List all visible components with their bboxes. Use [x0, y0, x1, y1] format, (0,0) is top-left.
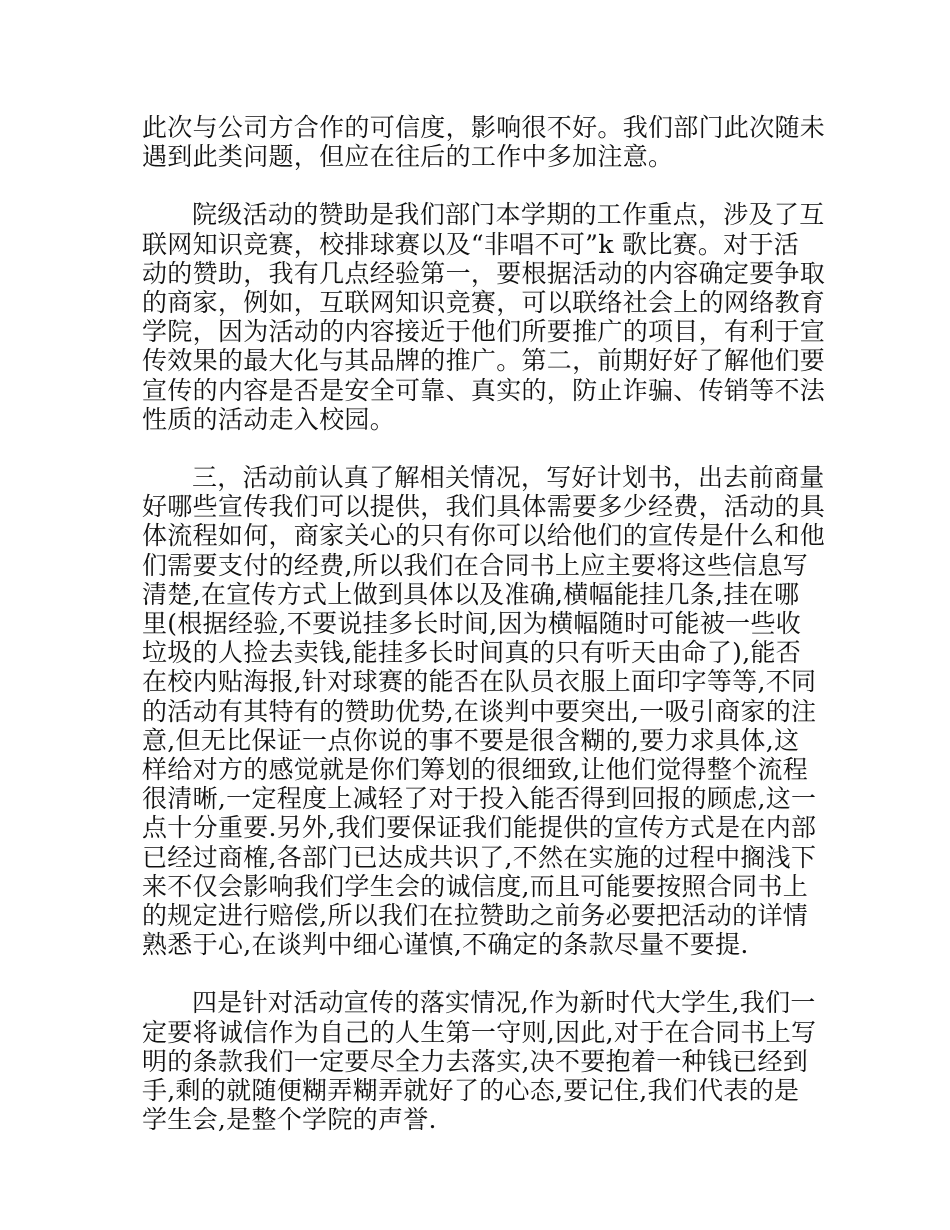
text-line: 四是针对活动宣传的落实情况,作为新时代大学生,我们一	[192, 988, 816, 1018]
text-line: 垃圾的人捡去卖钱,能挂多长时间真的只有听天由命了),能否	[142, 638, 802, 668]
paragraph-3	[142, 463, 826, 960]
text-line: 点十分重要.另外,我们要保证我们能提供的宣传方式是在内部	[142, 813, 817, 843]
text-line: 遇到此类问题，但应在往后的工作中多加注意。	[142, 142, 674, 172]
text-line: 来不仅会影响我们学生会的诚信度,而且可能要按照合同书上	[142, 871, 809, 901]
text-line: 联网知识竞赛，校排球赛以及“非唱不可”k 歌比赛。对于活	[142, 229, 800, 259]
text-line: 学院，因为活动的内容接近于他们所要推广的项目，有利于宣	[142, 317, 826, 347]
paragraph-1	[142, 113, 826, 172]
text-line: 熟悉于心,在谈判中细心谨慎,不确定的条款尽量不要提.	[142, 930, 749, 960]
text-line: 里(根据经验,不要说挂多长时间,因为横幅随时可能被一些收	[142, 609, 802, 639]
text-line: 的活动有其特有的赞助优势,在谈判中要突出,一吸引商家的注	[142, 696, 817, 726]
text-line: 性质的活动走入校园。	[142, 404, 396, 434]
paragraph-2	[142, 200, 826, 434]
text-line: 体流程如何，商家关心的只有你可以给他们的宣传是什么和他	[142, 521, 826, 551]
text-line: 意,但无比保证一点你说的事不要是很含糊的,要力求具体,这	[142, 725, 800, 755]
text-line: 定要将诚信作为自己的人生第一守则,因此,对于在合同书上写	[142, 1017, 817, 1047]
text-line: 传效果的最大化与其品牌的推广。第二，前期好好了解他们要	[142, 346, 826, 376]
text-line: 的商家，例如，互联网知识竞赛，可以联络社会上的网络教育	[142, 288, 826, 318]
text-line: 的规定进行赔偿,所以我们在拉赞助之前务必要把活动的详情	[142, 901, 809, 931]
text-line: 手,剩的就随便糊弄糊弄就好了的心态,要记住,我们代表的是	[142, 1076, 800, 1106]
text-line: 明的条款我们一定要尽全力去落实,决不要抱着一种钱已经到	[142, 1046, 809, 1076]
text-line: 在校内贴海报,针对球赛的能否在队员衣服上面印字等等,不同	[142, 667, 817, 697]
text-line: 清楚,在宣传方式上做到具体以及准确,横幅能挂几条,挂在哪	[142, 579, 800, 609]
text-line: 好哪些宣传我们可以提供，我们具体需要多少经费，活动的具	[142, 492, 826, 522]
document-body	[142, 113, 826, 1164]
text-line: 很清晰,一定程度上减轻了对于投入能否得到回报的顾虑,这一	[142, 784, 817, 814]
text-line: 此次与公司方合作的可信度，影响很不好。我们部门此次随未	[142, 113, 826, 142]
text-line: 学生会,是整个学院的声誉.	[142, 1105, 437, 1135]
paragraph-4	[142, 988, 822, 1134]
text-line: 样给对方的感觉就是你们筹划的很细致,让他们觉得整个流程	[142, 755, 809, 785]
text-line: 已经过商榷,各部门已达成共识了,不然在实施的过程中搁浅下	[142, 842, 817, 872]
text-line: 三，活动前认真了解相关情况，写好计划书，出去前商量	[192, 463, 825, 493]
text-line: 动的赞助，我有几点经验第一，要根据活动的内容确定要争取	[142, 258, 826, 288]
text-line: 宣传的内容是否是安全可靠、真实的，防止诈骗、传销等不法	[142, 375, 826, 405]
text-line: 们需要支付的经费,所以我们在合同书上应主要将这些信息写	[142, 550, 809, 580]
text-line: 院级活动的赞助是我们部门本学期的工作重点，涉及了互	[192, 200, 825, 230]
